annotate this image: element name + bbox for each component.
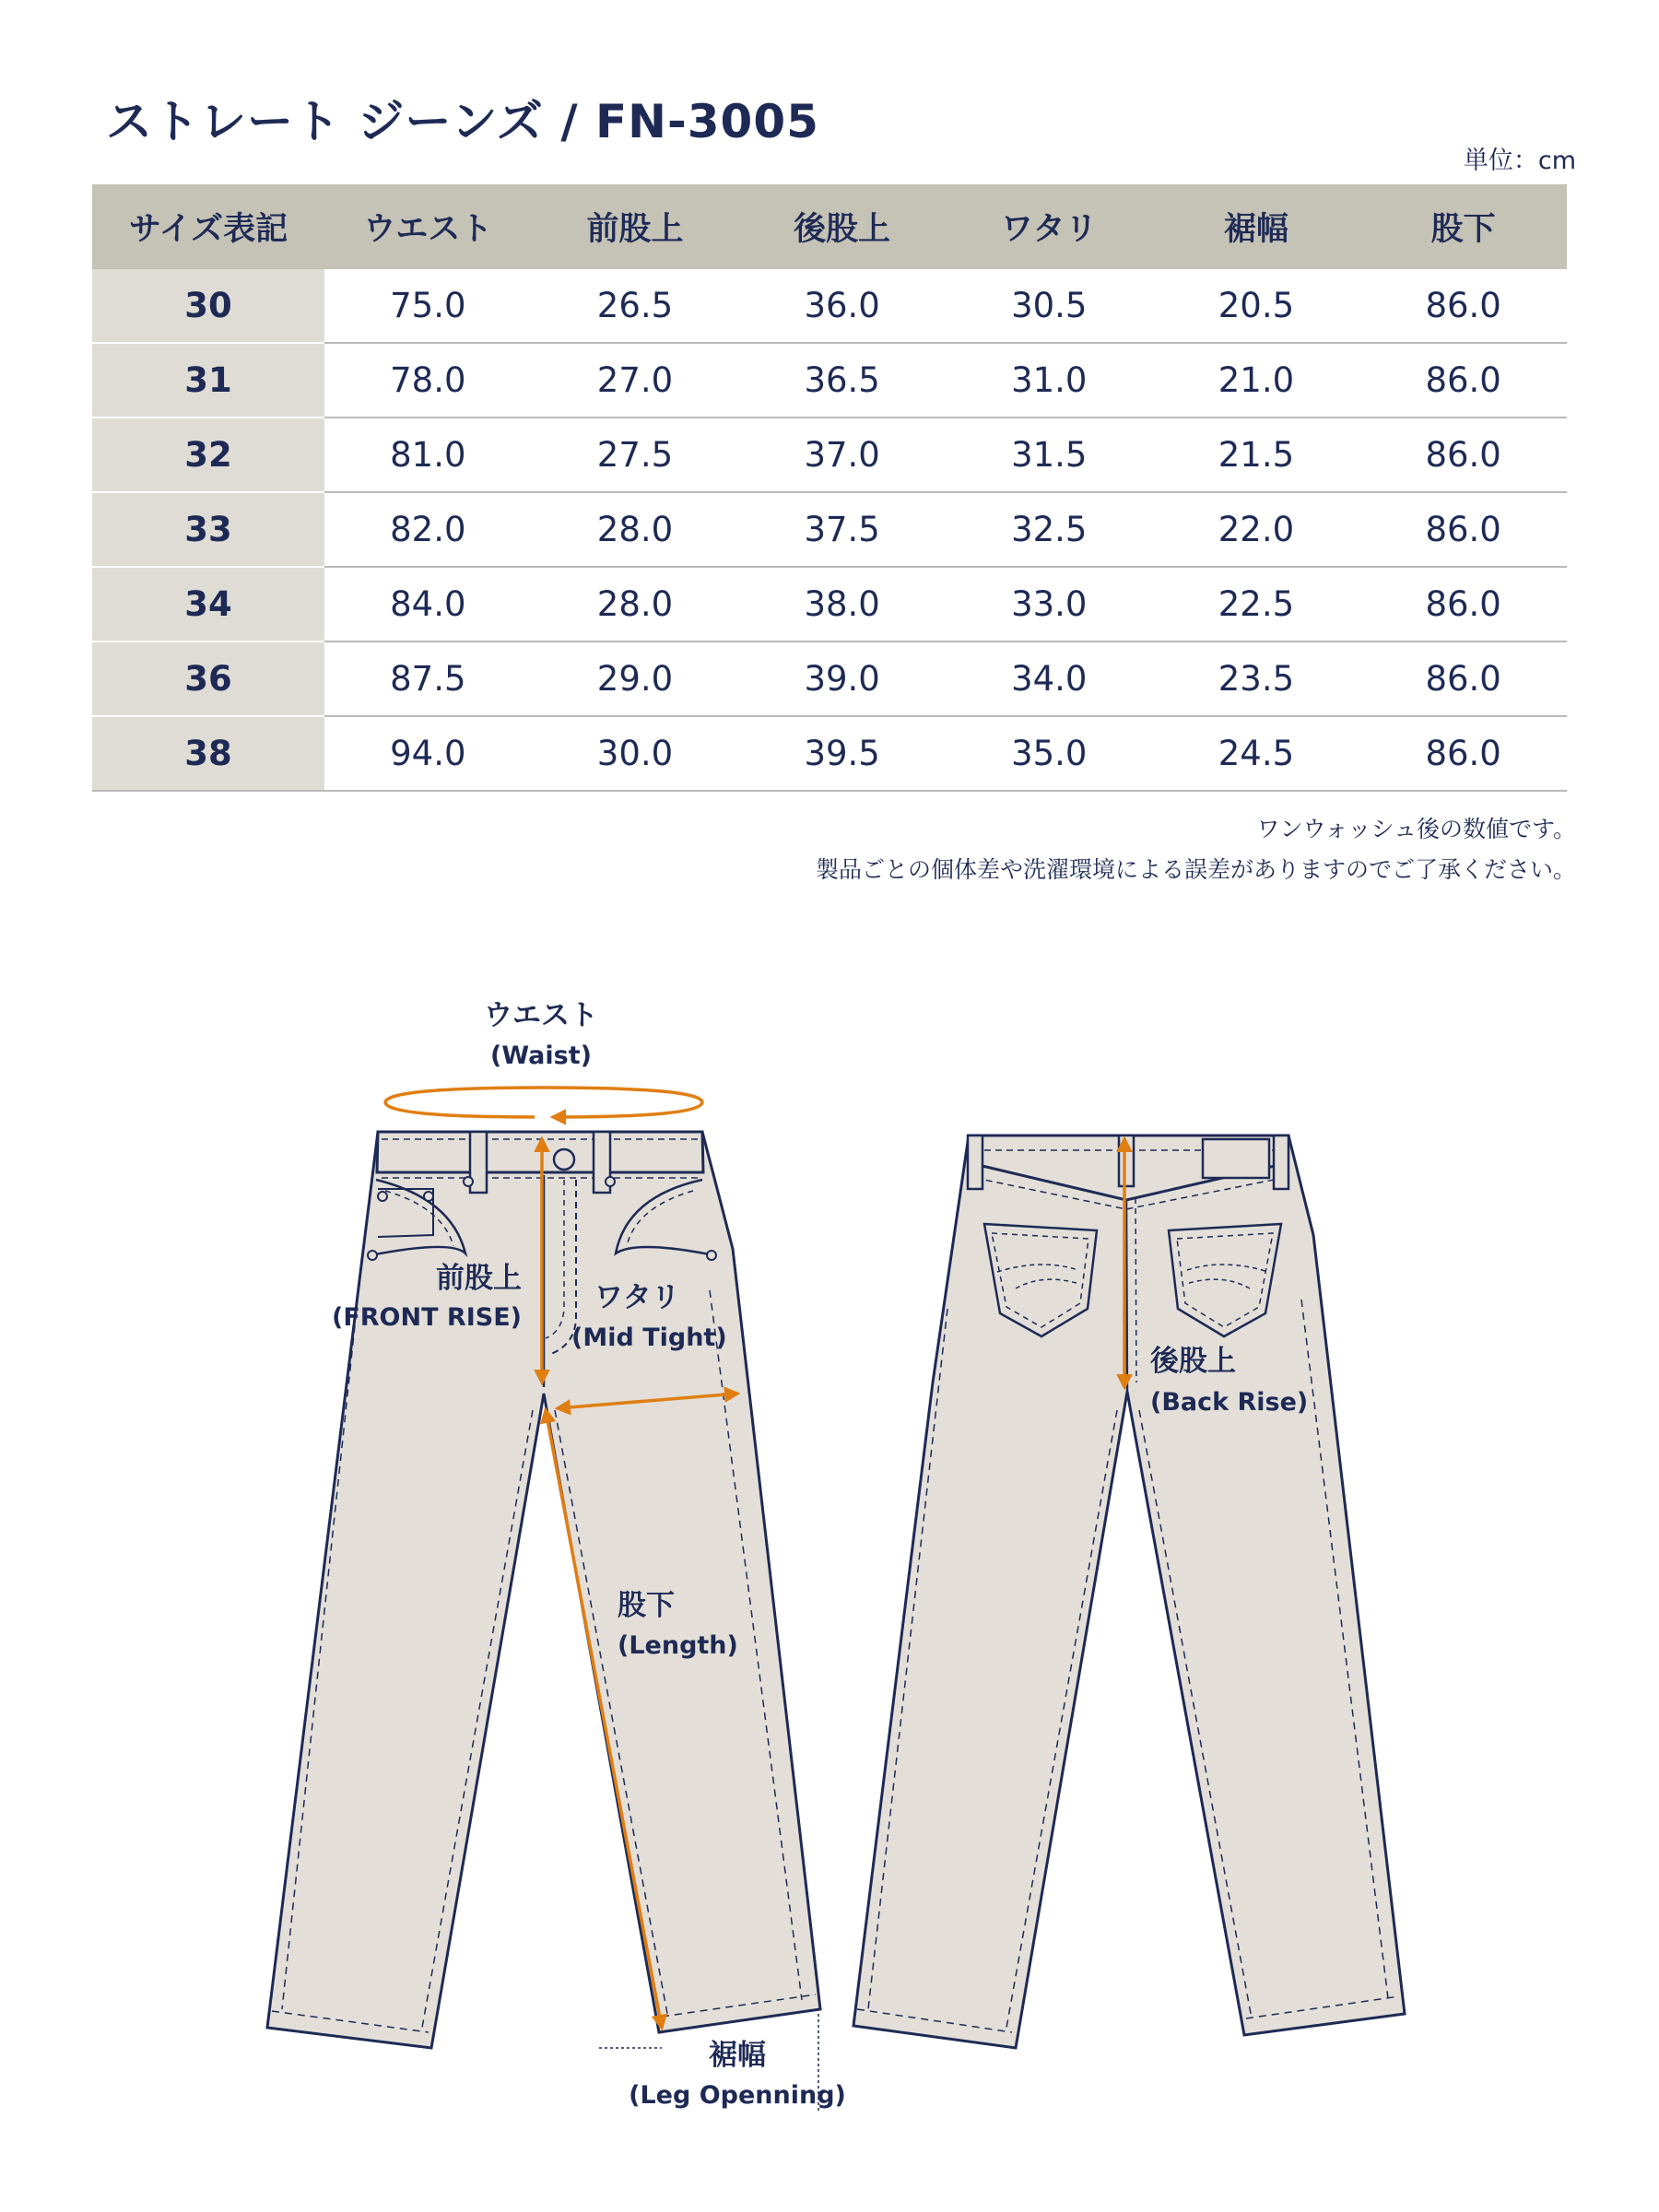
table-cell: 32.5 xyxy=(946,492,1153,567)
table-cell: 22.0 xyxy=(1153,492,1360,567)
table-cell: 26.5 xyxy=(532,269,739,343)
size-cell: 38 xyxy=(92,716,324,791)
label-front-rise-jp: 前股上 xyxy=(436,1262,522,1295)
label-leg-opening-en: (Leg Openning) xyxy=(629,2081,846,2110)
header-leg-opening: 裾幅 xyxy=(1153,184,1360,269)
waist-arrow xyxy=(385,1088,702,1117)
label-thigh-jp: ワタリ xyxy=(594,1281,680,1314)
header-waist: ウエスト xyxy=(324,184,532,269)
table-cell: 23.5 xyxy=(1153,641,1360,716)
note-line-2: 製品ごとの個体差や洗濯環境による誤差がありますのでご了承ください。 xyxy=(815,856,1576,883)
label-length-en: (Length) xyxy=(618,1631,738,1660)
table-cell: 37.0 xyxy=(738,418,946,492)
label-leg-opening-jp: 裾幅 xyxy=(709,2039,766,2072)
table-cell: 20.5 xyxy=(1153,269,1360,343)
label-back-rise-en: (Back Rise) xyxy=(1150,1388,1309,1417)
table-cell: 34.0 xyxy=(946,641,1153,716)
size-cell: 33 xyxy=(92,492,324,567)
size-cell: 32 xyxy=(92,418,324,492)
header-inseam: 股下 xyxy=(1359,184,1567,269)
label-back-rise-jp: 後股上 xyxy=(1150,1345,1236,1378)
table-cell: 94.0 xyxy=(324,716,532,791)
table-cell: 86.0 xyxy=(1359,418,1567,492)
label-waist-en: (Waist) xyxy=(490,1041,592,1070)
size-cell: 36 xyxy=(92,641,324,716)
table-cell: 35.0 xyxy=(946,716,1153,791)
front-jeans xyxy=(267,1132,820,2048)
table-cell: 24.5 xyxy=(1153,716,1360,791)
table-cell: 30.5 xyxy=(946,269,1153,343)
table-cell: 82.0 xyxy=(324,492,532,567)
table-cell: 28.0 xyxy=(532,567,739,641)
table-cell: 86.0 xyxy=(1359,269,1567,343)
size-cell: 34 xyxy=(92,567,324,641)
label-length-jp: 股下 xyxy=(618,1589,675,1622)
table-cell: 39.0 xyxy=(738,641,946,716)
page-title: ストレート ジーンズ / FN-3005 xyxy=(106,95,819,148)
button-icon xyxy=(554,1149,574,1170)
table-cell: 78.0 xyxy=(324,343,532,418)
label-front-rise-en: (FRONT RISE) xyxy=(331,1303,522,1332)
table-cell: 38.0 xyxy=(738,567,946,641)
table-cell: 27.0 xyxy=(532,343,739,418)
table-cell: 87.5 xyxy=(324,641,532,716)
table-cell: 28.0 xyxy=(532,492,739,567)
table-cell: 39.5 xyxy=(738,716,946,791)
table-cell: 86.0 xyxy=(1359,567,1567,641)
table-cell: 84.0 xyxy=(324,567,532,641)
header-size: サイズ表記 xyxy=(92,184,324,269)
table-cell: 36.5 xyxy=(738,343,946,418)
table-cell: 31.0 xyxy=(946,343,1153,418)
table-cell: 86.0 xyxy=(1359,716,1567,791)
unit-label: 単位：cm xyxy=(1463,147,1576,175)
note-line-1: ワンウォッシュ後の数値です。 xyxy=(1256,816,1576,842)
header-back-rise: 後股上 xyxy=(738,184,946,269)
table-cell: 21.5 xyxy=(1153,418,1360,492)
header-front-rise: 前股上 xyxy=(532,184,739,269)
table-cell: 75.0 xyxy=(324,269,532,343)
back-jeans xyxy=(853,1135,1405,2048)
size-cell: 31 xyxy=(92,343,324,418)
table-cell: 22.5 xyxy=(1153,567,1360,641)
table-cell: 36.0 xyxy=(738,269,946,343)
table-cell: 86.0 xyxy=(1359,492,1567,567)
table-cell: 37.5 xyxy=(738,492,946,567)
table-cell: 21.0 xyxy=(1153,343,1360,418)
label-thigh-en: (Mid Tight) xyxy=(571,1324,727,1352)
table-cell: 27.5 xyxy=(532,418,739,492)
back-jeans-outline xyxy=(853,1135,1405,2048)
header-thigh: ワタリ xyxy=(946,184,1153,269)
table-cell: 31.5 xyxy=(946,418,1153,492)
table-cell: 86.0 xyxy=(1359,641,1567,716)
table-cell: 30.0 xyxy=(532,716,739,791)
label-waist-jp: ウエスト xyxy=(484,999,598,1032)
table-cell: 33.0 xyxy=(946,567,1153,641)
table-cell: 86.0 xyxy=(1359,343,1567,418)
table-cell: 81.0 xyxy=(324,418,532,492)
table-cell: 29.0 xyxy=(532,641,739,716)
size-cell: 30 xyxy=(92,269,324,343)
